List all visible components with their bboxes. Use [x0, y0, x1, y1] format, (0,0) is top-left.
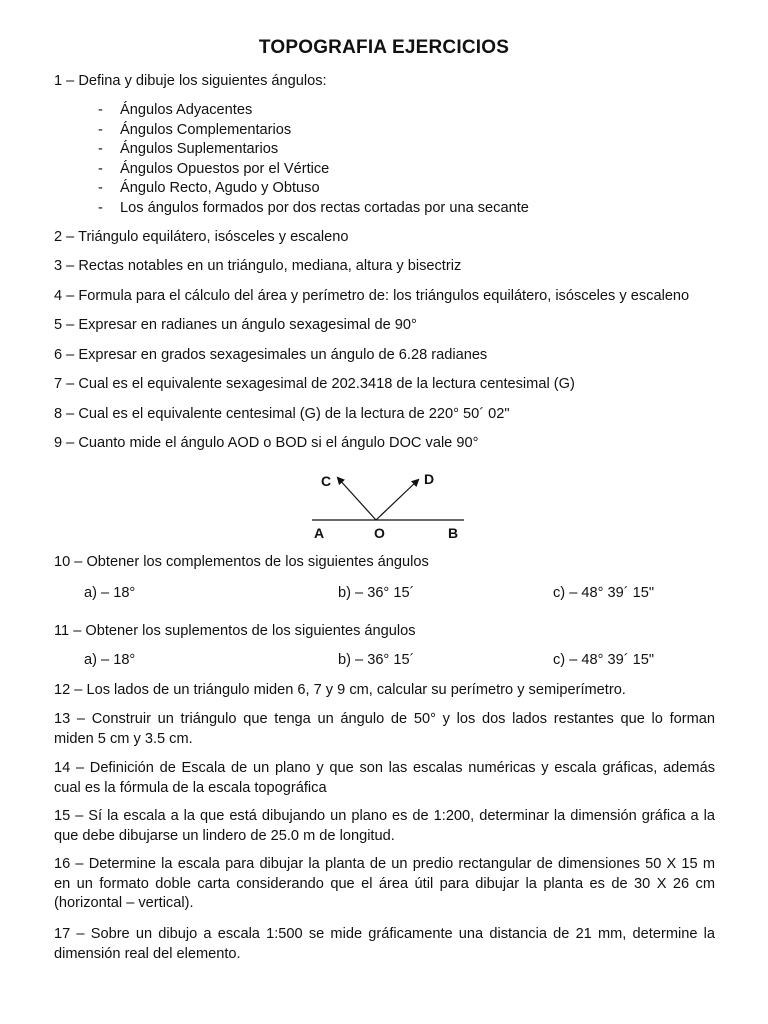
list-item — [98, 140, 278, 160]
question-13 — [54, 710, 715, 749]
label-c: C — [321, 473, 332, 489]
page-title: TOPOGRAFIA EJERCICIOS — [258, 37, 510, 58]
text-line: dimensión real del elemento. — [54, 945, 241, 962]
list-item-label: Ángulos Opuestos por el Vértice — [120, 160, 330, 177]
question-10: 10 – Obtener los complementos de los siguientes ángulos — [54, 554, 429, 570]
list-dash: - — [98, 160, 103, 177]
option-b: b) – 36° 15´ — [338, 585, 415, 601]
label-b: B — [448, 525, 459, 541]
question-4: 4 – Formula para el cálculo del área y perímetro de: los triángulos equilátero, isósceles y escaleno — [54, 288, 690, 304]
text-line: 14 – Definición de Escala de un plano y que son las escalas numéricas y escala gráficas, además — [54, 760, 715, 776]
text-line: miden 5 cm y 3.5 cm. — [54, 730, 193, 747]
ray-od — [376, 480, 418, 520]
list-item — [98, 101, 252, 121]
question-5: 5 – Expresar en radianes un ángulo sexagesimal de 90° — [54, 317, 417, 333]
question-7: 7 – Cual es el equivalente sexagesimal de 202.3418 de la lectura centesimal (G) — [54, 376, 575, 392]
question-16 — [54, 855, 715, 914]
list-dash: - — [98, 102, 103, 118]
label-o: O — [374, 525, 385, 541]
text-line: 17 – Sobre un dibujo a escala 1:500 se mide gráficamente una distancia de 21 mm, determine la — [54, 926, 715, 942]
list-item-label: Ángulos Adyacentes — [120, 102, 253, 118]
option-c: c) – 48° 39´ 15" — [553, 585, 655, 601]
list-item — [98, 160, 329, 180]
text-line: 15 – Sí la escala a la que está dibujando un plano es de 1:200, determinar la dimensión gráfica a la — [54, 808, 715, 824]
list-dash: - — [98, 180, 103, 196]
list-item-label: Ángulos Complementarios — [120, 121, 292, 138]
question-12: 12 – Los lados de un triángulo miden 6, 7 y 9 cm, calcular su perímetro y semiperímetro. — [54, 682, 626, 698]
list-dash: - — [98, 141, 103, 157]
label-a: A — [314, 525, 325, 541]
option-a: a) – 18° — [84, 585, 136, 601]
text-line: 16 – Determine la escala para dibujar la planta de un predio rectangular de dimensiones 50 X 15 m — [54, 856, 715, 872]
list-dash: - — [98, 121, 103, 138]
list-item — [98, 199, 529, 219]
question-8: 8 – Cual es el equivalente centesimal (G) de la lectura de 220° 50´ 02" — [54, 406, 510, 422]
label-d: D — [424, 471, 435, 487]
option-c: c) – 48° 39´ 15" — [553, 652, 655, 668]
ray-oc — [338, 478, 376, 520]
text-line: (horizontal – vertical). — [54, 895, 194, 912]
text-line: cual es la fórmula de la escala topográfica — [54, 779, 327, 796]
question-17 — [54, 925, 715, 964]
question-2: 2 – Triángulo equilátero, isósceles y escaleno — [54, 229, 349, 245]
list-item — [98, 179, 320, 199]
question-15 — [54, 807, 715, 846]
question-11: 11 – Obtener los suplementos de los siguientes ángulos — [54, 623, 416, 639]
text-line: que debe dibujarse un lindero de 25.0 m de longitud. — [54, 827, 395, 844]
question-9: 9 – Cuanto mide el ángulo AOD o BOD si el ángulo DOC vale 90° — [54, 435, 479, 451]
option-b: b) – 36° 15´ — [338, 652, 415, 668]
question-3: 3 – Rectas notables en un triángulo, mediana, altura y bisectriz — [54, 258, 462, 274]
option-a: a) – 18° — [84, 652, 136, 668]
list-item-label: Ángulo Recto, Agudo y Obtuso — [120, 180, 320, 196]
question-1: 1 – Defina y dibuje los siguientes ángulos: — [54, 73, 327, 89]
list-item-label: Ángulos Suplementarios — [120, 141, 279, 157]
list-dash: - — [98, 199, 103, 216]
text-line: en un formato doble carta considerando que el área útil para dibujar la planta es de 30 X 26 cm — [54, 875, 715, 892]
question-14 — [54, 759, 715, 798]
list-item-label: Los ángulos formados por dos rectas cortadas por una secante — [120, 199, 529, 216]
text-line: 13 – Construir un triángulo que tenga un ángulo de 50° y los dos lados restantes que lo forman — [54, 711, 715, 727]
question-6: 6 – Expresar en grados sexagesimales un ángulo de 6.28 radianes — [54, 347, 488, 363]
list-item — [98, 121, 291, 141]
angle-diagram — [300, 465, 470, 545]
